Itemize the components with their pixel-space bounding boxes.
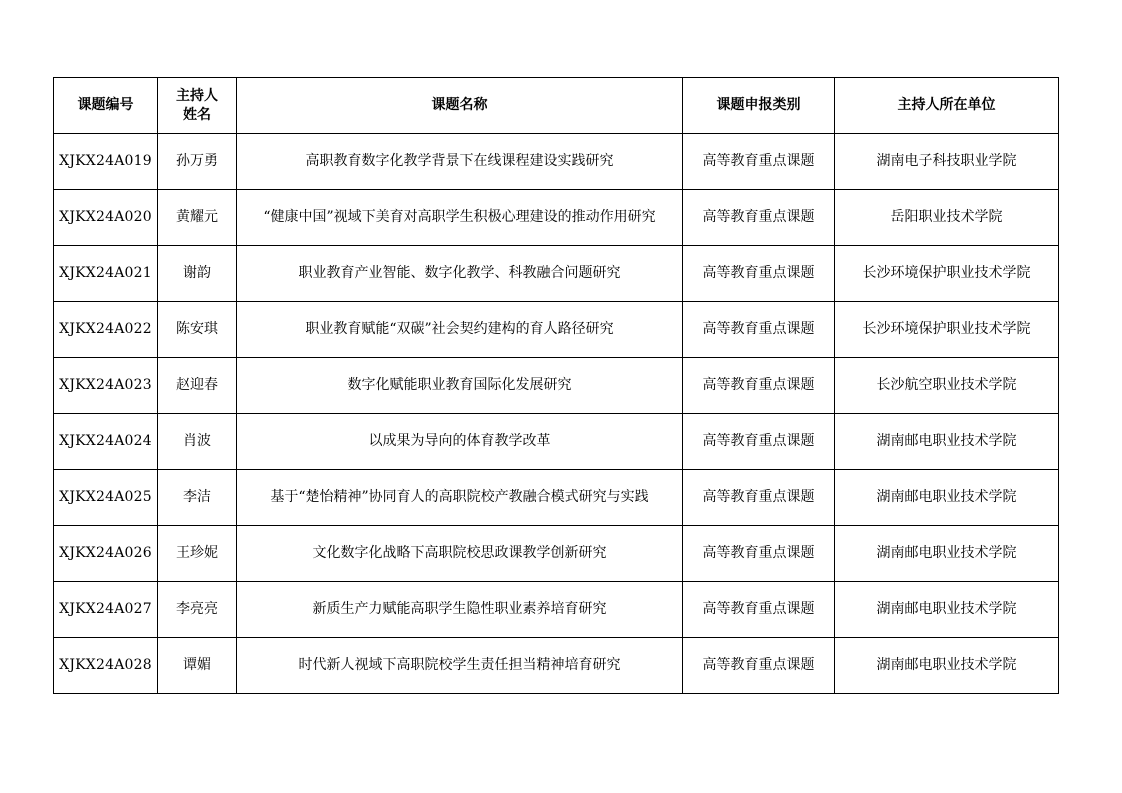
cell-host-unit: 长沙环境保护职业技术学院 bbox=[835, 302, 1059, 358]
header-host-name: 主持人姓名 bbox=[158, 78, 237, 134]
cell-category: 高等教育重点课题 bbox=[683, 190, 835, 246]
cell-host-name: 李洁 bbox=[158, 470, 237, 526]
table-row bbox=[54, 470, 1059, 526]
cell-host-name: 谢韵 bbox=[158, 246, 237, 302]
cell-project-title: 职业教育产业智能、数字化教学、科教融合问题研究 bbox=[237, 246, 683, 302]
cell-host-unit: 湖南邮电职业技术学院 bbox=[835, 414, 1059, 470]
cell-host-name: 黄耀元 bbox=[158, 190, 237, 246]
cell-category: 高等教育重点课题 bbox=[683, 470, 835, 526]
cell-host-name: 王珍妮 bbox=[158, 526, 237, 582]
cell-host-name: 肖波 bbox=[158, 414, 237, 470]
cell-project-code: XJKX24A027 bbox=[54, 582, 158, 638]
cell-category: 高等教育重点课题 bbox=[683, 582, 835, 638]
cell-project-code: XJKX24A020 bbox=[54, 190, 158, 246]
cell-project-code: XJKX24A022 bbox=[54, 302, 158, 358]
cell-host-unit: 长沙航空职业技术学院 bbox=[835, 358, 1059, 414]
table-row bbox=[54, 414, 1059, 470]
cell-category: 高等教育重点课题 bbox=[683, 526, 835, 582]
cell-category: 高等教育重点课题 bbox=[683, 358, 835, 414]
cell-project-title: 时代新人视域下高职院校学生责任担当精神培育研究 bbox=[237, 638, 683, 694]
cell-project-title: 基于“楚怡精神”协同育人的高职院校产教融合模式研究与实践 bbox=[237, 470, 683, 526]
header-project-code: 课题编号 bbox=[54, 78, 158, 134]
cell-host-unit: 长沙环境保护职业技术学院 bbox=[835, 246, 1059, 302]
table-row bbox=[54, 358, 1059, 414]
header-host-unit: 主持人所在单位 bbox=[835, 78, 1059, 134]
project-table bbox=[53, 77, 1059, 694]
cell-host-unit: 湖南邮电职业技术学院 bbox=[835, 638, 1059, 694]
cell-project-title: 新质生产力赋能高职学生隐性职业素养培育研究 bbox=[237, 582, 683, 638]
cell-host-unit: 湖南邮电职业技术学院 bbox=[835, 526, 1059, 582]
cell-project-title: 高职教育数字化教学背景下在线课程建设实践研究 bbox=[237, 134, 683, 190]
table-row bbox=[54, 246, 1059, 302]
cell-project-title: “健康中国”视域下美育对高职学生积极心理建设的推动作用研究 bbox=[237, 190, 683, 246]
cell-project-code: XJKX24A019 bbox=[54, 134, 158, 190]
cell-host-name: 陈安琪 bbox=[158, 302, 237, 358]
cell-host-name: 孙万勇 bbox=[158, 134, 237, 190]
cell-category: 高等教育重点课题 bbox=[683, 134, 835, 190]
header-row bbox=[54, 78, 1059, 134]
cell-project-code: XJKX24A023 bbox=[54, 358, 158, 414]
cell-category: 高等教育重点课题 bbox=[683, 246, 835, 302]
cell-host-unit: 湖南电子科技职业学院 bbox=[835, 134, 1059, 190]
cell-project-code: XJKX24A021 bbox=[54, 246, 158, 302]
cell-host-name: 谭媚 bbox=[158, 638, 237, 694]
cell-project-code: XJKX24A026 bbox=[54, 526, 158, 582]
cell-host-unit: 湖南邮电职业技术学院 bbox=[835, 582, 1059, 638]
cell-category: 高等教育重点课题 bbox=[683, 302, 835, 358]
table-row bbox=[54, 302, 1059, 358]
cell-project-code: XJKX24A025 bbox=[54, 470, 158, 526]
table-row bbox=[54, 190, 1059, 246]
cell-project-title: 职业教育赋能“双碳”社会契约建构的育人路径研究 bbox=[237, 302, 683, 358]
table-body bbox=[54, 134, 1059, 694]
cell-host-name: 李亮亮 bbox=[158, 582, 237, 638]
table-row bbox=[54, 134, 1059, 190]
table-row bbox=[54, 526, 1059, 582]
cell-project-code: XJKX24A024 bbox=[54, 414, 158, 470]
cell-category: 高等教育重点课题 bbox=[683, 638, 835, 694]
cell-host-unit: 岳阳职业技术学院 bbox=[835, 190, 1059, 246]
cell-host-name: 赵迎春 bbox=[158, 358, 237, 414]
cell-project-title: 数字化赋能职业教育国际化发展研究 bbox=[237, 358, 683, 414]
cell-project-code: XJKX24A028 bbox=[54, 638, 158, 694]
cell-project-title: 以成果为导向的体育教学改革 bbox=[237, 414, 683, 470]
cell-host-unit: 湖南邮电职业技术学院 bbox=[835, 470, 1059, 526]
header-project-title: 课题名称 bbox=[237, 78, 683, 134]
cell-category: 高等教育重点课题 bbox=[683, 414, 835, 470]
table-header bbox=[54, 78, 1059, 134]
header-category: 课题申报类别 bbox=[683, 78, 835, 134]
table-row bbox=[54, 582, 1059, 638]
cell-project-title: 文化数字化战略下高职院校思政课教学创新研究 bbox=[237, 526, 683, 582]
table-row bbox=[54, 638, 1059, 694]
